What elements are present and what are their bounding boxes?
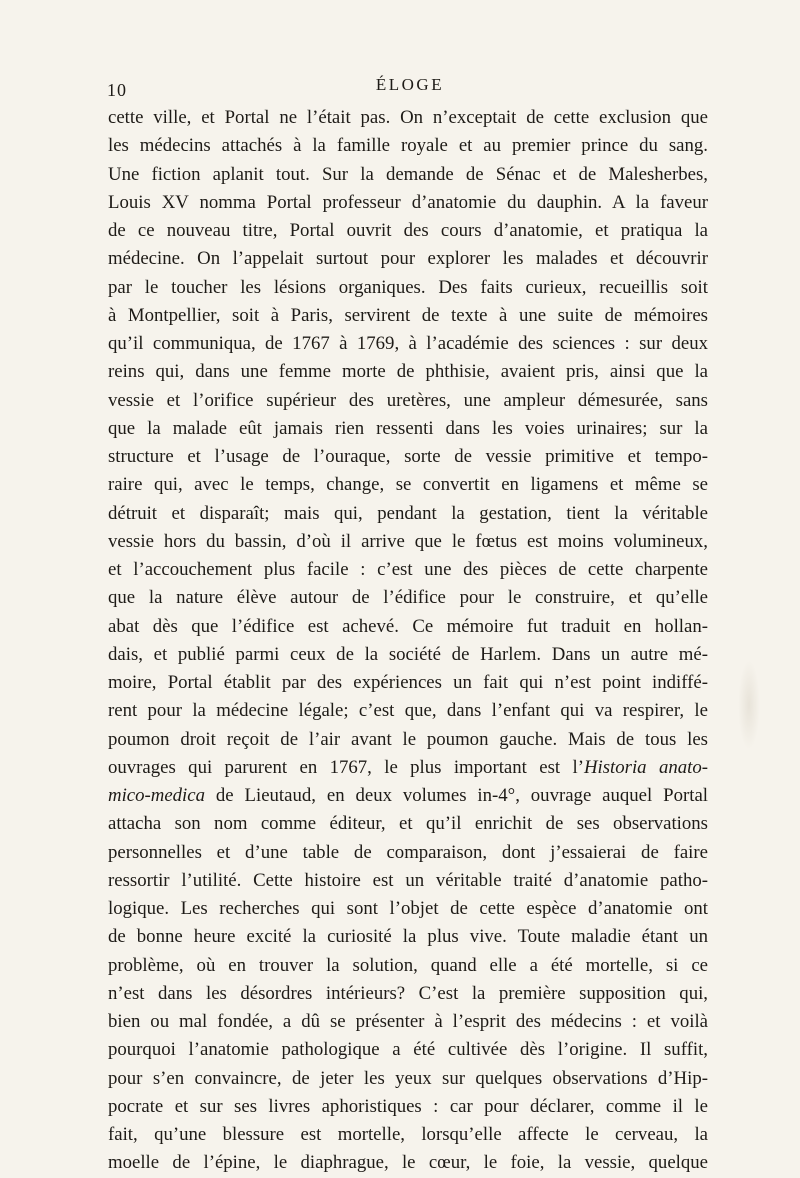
text-line: vessie hors du bassin, d’où il arrive que le fœtus est moins volumineux, — [108, 530, 708, 552]
text-line: moelle de l’épine, le diaphrague, le cœur, le foie, la vessie, quelque — [108, 1152, 708, 1174]
text-line: dais, et publié parmi ceux de la société de Harlem. Dans un autre mé- — [108, 643, 708, 665]
text-line: vessie et l’orifice supérieur des uretères, une ampleur démesurée, sans — [108, 389, 708, 411]
text-line: structure et l’usage de l’ouraque, sorte de vessie primitive et tempo- — [108, 446, 708, 467]
text-line: et l’accouchement plus facile : c’est une des pièces de cette charpente — [108, 559, 708, 580]
text-line: de ce nouveau titre, Portal ouvrit des cours d’anatomie, et pratiqua la — [108, 220, 708, 241]
italic-title: Historia anato- — [583, 756, 708, 778]
text-line: Une fiction aplanit tout. Sur la demande de Sénac et de Malesherbes, — [108, 163, 708, 185]
text-line: ouvrages qui parurent en 1767, le plus important est l’Historia anato- — [108, 756, 708, 778]
text-line: détruit et disparaît; mais qui, pendant la gestation, tient la véritable — [108, 502, 708, 524]
text-line: pourquoi l’anatomie pathologique a été cultivée dès l’origine. Il suffit, — [108, 1039, 708, 1061]
text-line: attacha son nom comme éditeur, et qu’il enrichit de ses observations — [108, 813, 708, 835]
text-line: à Montpellier, soit à Paris, servirent de texte à une suite de mémoires — [108, 304, 708, 326]
page-number: 10 — [107, 80, 127, 100]
text-line: par le toucher les lésions organiques. Des faits curieux, recueillis soit — [108, 276, 708, 298]
text-line: que la malade eût jamais rien ressenti dans les voies urinaires; sur la — [108, 417, 708, 439]
text-line: ressortir l’utilité. Cette histoire est un véritable traité d’anatomie patho- — [108, 869, 708, 891]
text-line: moire, Portal établit par des expériences un fait qui n’est point indiffé- — [108, 672, 708, 693]
text-line: bien ou mal fondée, a dû se présenter à l’esprit des médecins : et voilà — [108, 1011, 708, 1032]
text-line: Louis XV nomma Portal professeur d’anatomie du dauphin. A la faveur — [108, 191, 708, 213]
text-line: médecine. On l’appelait surtout pour explorer les malades et découvrir — [108, 248, 708, 270]
running-head: ÉLOGE — [375, 75, 445, 94]
body-text — [108, 104, 708, 1178]
text-line: logique. Les recherches qui sont l’objet de cette espèce d’anatomie ont — [108, 898, 708, 919]
text-line: problème, où en trouver la solution, quand elle a été mortelle, si ce — [108, 954, 708, 976]
text-line: cette ville, et Portal ne l’était pas. On n’exceptait de cette exclusion que — [108, 107, 708, 128]
text-line: rent pour la médecine légale; c’est que, dans l’enfant qui va respirer, le — [108, 700, 708, 722]
text-line: pour s’en convaincre, de jeter les yeux sur quelques observations d’Hip- — [108, 1067, 708, 1089]
text-line: de bonne heure excité la curiosité la plus vive. Toute maladie étant un — [108, 926, 708, 948]
text-line: pocrate et sur ses livres aphoristiques : car pour déclarer, comme il le — [108, 1095, 708, 1117]
text-line: personnelles et d’une table de comparaison, dont j’essaierai de faire — [108, 841, 708, 863]
text-line: abat dès que l’édifice est achevé. Ce mémoire fut traduit en hollan- — [108, 615, 708, 637]
text-line: fait, qu’une blessure est mortelle, lorsqu’elle affecte le cerveau, la — [108, 1124, 708, 1145]
text-line: qu’il communiqua, de 1767 à 1769, à l’académie des sciences : sur deux — [108, 333, 708, 354]
italic-title: mico-medica — [108, 785, 205, 806]
text-line: que la nature élève autour de l’édifice pour le construire, et qu’elle — [108, 587, 708, 609]
text-line: mico-medica de Lieutaud, en deux volumes in-4°, ouvrage auquel Portal — [108, 785, 708, 806]
text-line: les médecins attachés à la famille royale et au premier prince du sang. — [108, 135, 708, 157]
text-line: n’est dans les désordres intérieurs? C’est la première supposition qui, — [108, 982, 708, 1004]
text-line: reins qui, dans une femme morte de phthisie, avaient pris, ainsi que la — [108, 361, 708, 383]
paper-stain — [738, 660, 760, 750]
text-line: raire qui, avec le temps, change, se convertit en ligamens et même se — [108, 474, 708, 496]
text-line: poumon droit reçoit de l’air avant le poumon gauche. Mais de tous les — [108, 728, 708, 750]
